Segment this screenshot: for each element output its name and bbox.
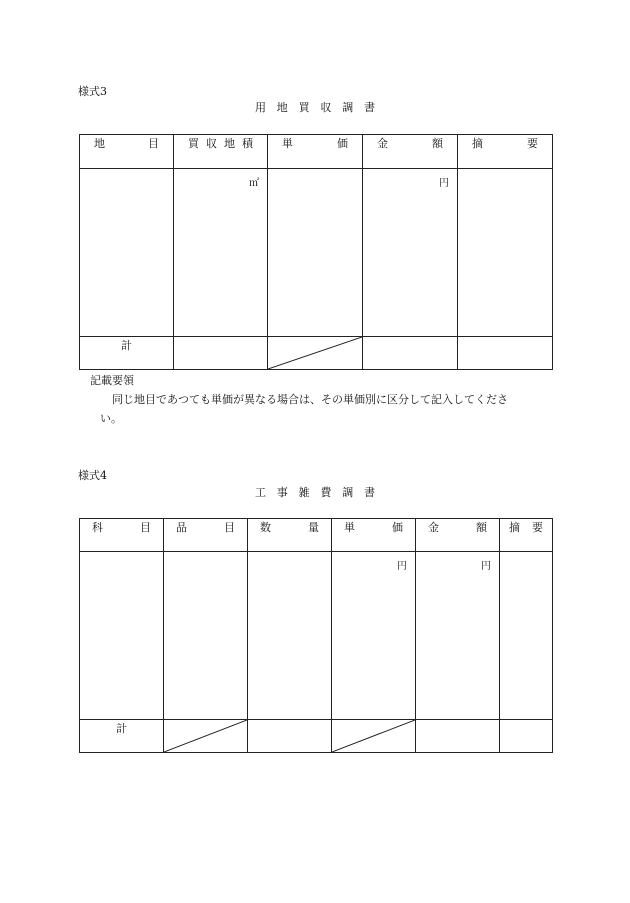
- unit-yen: 円: [397, 561, 407, 572]
- unit-yen: 円: [481, 561, 491, 572]
- cell-item-name[interactable]: [164, 552, 248, 720]
- total-remarks[interactable]: [500, 720, 553, 753]
- notes-heading: 記載要領: [90, 374, 134, 387]
- total-label: 計: [121, 339, 132, 352]
- total-amount[interactable]: [416, 720, 500, 753]
- cell-land-category[interactable]: [80, 169, 174, 337]
- header-unit-price: 単 価: [332, 519, 416, 552]
- header-unit-price: 単 価: [268, 135, 363, 169]
- total-remarks[interactable]: [458, 337, 553, 370]
- form3-title-char: 地: [276, 101, 288, 114]
- cell-unit-price[interactable]: [332, 552, 416, 720]
- form4-title-char: 工: [255, 486, 266, 499]
- cell-amount[interactable]: [363, 169, 458, 337]
- total-row: [80, 337, 553, 370]
- form3-label: 様式3: [78, 85, 107, 98]
- header-amount: 金 額: [363, 135, 458, 169]
- form4-title-char: 書: [363, 486, 375, 499]
- form4-label: 様式4: [78, 469, 107, 482]
- cell-quantity[interactable]: [248, 552, 332, 720]
- diagonal-slash: [332, 720, 415, 752]
- header-amount: 金 額: [416, 519, 500, 552]
- form3-title: [255, 99, 375, 115]
- total-quantity[interactable]: [248, 720, 332, 753]
- form3-title-char: 用: [255, 101, 266, 114]
- table-header-row: [80, 135, 553, 169]
- cell-remarks[interactable]: [500, 552, 553, 720]
- unit-yen: 円: [439, 178, 449, 189]
- form3-title-char: 調: [342, 101, 354, 114]
- table-row: [80, 169, 553, 337]
- form3-title-char: 収: [320, 101, 332, 114]
- construction-misc-expense-table: [79, 518, 553, 753]
- table-row: [80, 552, 553, 720]
- total-label: 計: [116, 722, 127, 735]
- cell-amount[interactable]: [416, 552, 500, 720]
- form3-title-char: 買: [298, 101, 310, 114]
- form4-title: [255, 484, 375, 500]
- header-land-category: 地 目: [80, 135, 174, 169]
- total-label-cell: [80, 337, 174, 370]
- header-remarks: 摘 要: [500, 519, 553, 552]
- cell-unit-price[interactable]: [268, 169, 363, 337]
- header-quantity: 数 量: [248, 519, 332, 552]
- header-purchase-area: 買 収 地 積: [174, 135, 268, 169]
- table-header-row: [80, 519, 553, 552]
- land-purchase-table: [79, 134, 553, 370]
- total-item-name-disabled: [164, 720, 248, 753]
- form4-title-char: 事: [276, 486, 288, 499]
- header-item-name: 品 目: [164, 519, 248, 552]
- header-account-item: 科 目: [80, 519, 164, 552]
- total-unit-price-disabled: [268, 337, 363, 370]
- diagonal-slash: [164, 720, 247, 752]
- cell-account-item[interactable]: [80, 552, 164, 720]
- total-amount[interactable]: [363, 337, 458, 370]
- total-row: [80, 720, 553, 753]
- notes-text-line2: い。: [100, 412, 122, 425]
- diagonal-slash: [268, 337, 362, 369]
- form4-title-char: 雑: [298, 486, 310, 499]
- form4-title-char: 費: [320, 486, 332, 499]
- total-purchase-area[interactable]: [174, 337, 268, 370]
- total-label-cell: [80, 720, 164, 753]
- notes-text-line1: 同じ地目であつても単価が異なる場合は、その単価別に区分して記入してくださ: [112, 393, 508, 406]
- form4-title-char: 調: [342, 486, 354, 499]
- header-remarks: 摘 要: [458, 135, 553, 169]
- cell-purchase-area[interactable]: [174, 169, 268, 337]
- form3-title-char: 書: [363, 101, 375, 114]
- unit-square-meter: ㎡: [249, 178, 259, 189]
- total-unit-price-disabled: [332, 720, 416, 753]
- cell-remarks[interactable]: [458, 169, 553, 337]
